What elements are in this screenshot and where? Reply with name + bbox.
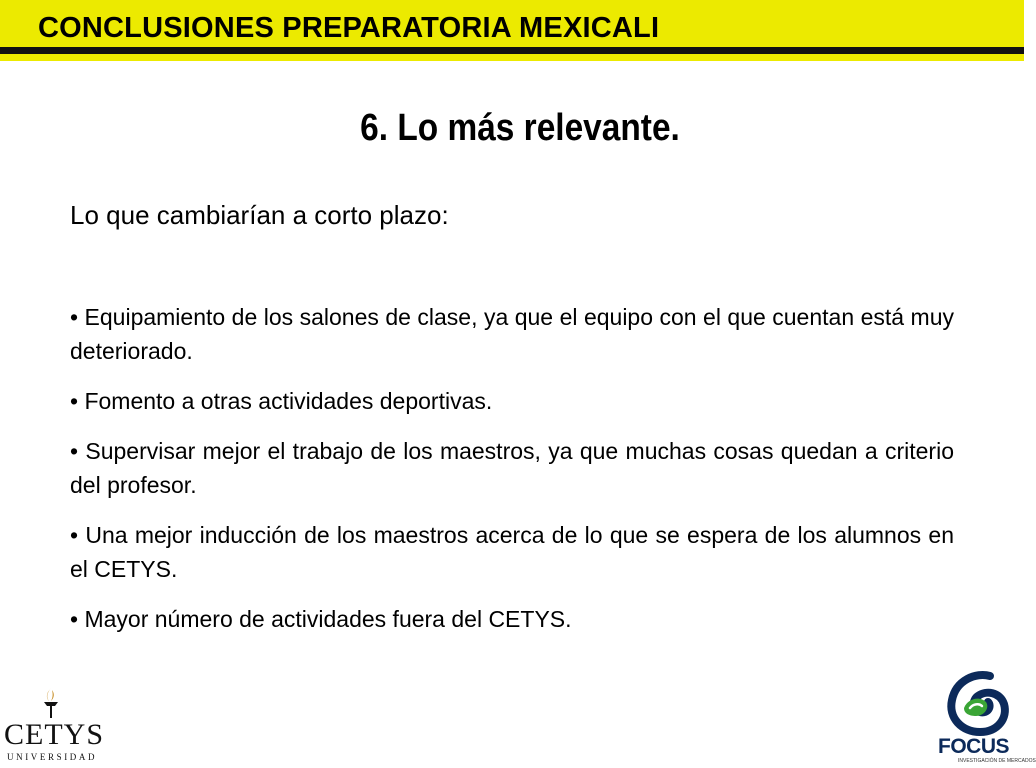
focus-swirl-icon (946, 672, 1012, 736)
header-title: CONCLUSIONES PREPARATORIA MEXICALI (38, 12, 660, 44)
header-rule (0, 47, 1024, 54)
focus-subtitle: INVESTIGACIÓN DE MERCADOS (958, 758, 1036, 764)
bullet-list (70, 300, 954, 652)
focus-logo (936, 672, 1036, 766)
bullet-item: • Mayor número de actividades fuera del CETYS. (70, 602, 954, 636)
cetys-wordmark: CETYS (4, 718, 105, 751)
bullet-item: • Fomento a otras actividades deportivas. (70, 384, 954, 418)
bullet-item: • Equipamiento de los salones de clase, ya que el equipo con el que cuentan está muy deteriorado. (70, 300, 954, 368)
cetys-torch-icon (36, 686, 64, 720)
cetys-logo (4, 686, 105, 764)
cetys-subtitle: UNIVERSIDAD (7, 752, 98, 762)
subheading: Lo que cambiarían a corto plazo: (70, 200, 449, 230)
focus-wordmark: FOCUS (938, 735, 1009, 758)
bullet-item: • Supervisar mejor el trabajo de los maestros, ya que muchas cosas quedan a criterio del profesor. (70, 434, 954, 502)
bullet-item: • Una mejor inducción de los maestros acerca de lo que se espera de los alumnos en el CETYS. (70, 518, 954, 586)
slide-heading: 6. Lo más relevante. (360, 107, 680, 149)
